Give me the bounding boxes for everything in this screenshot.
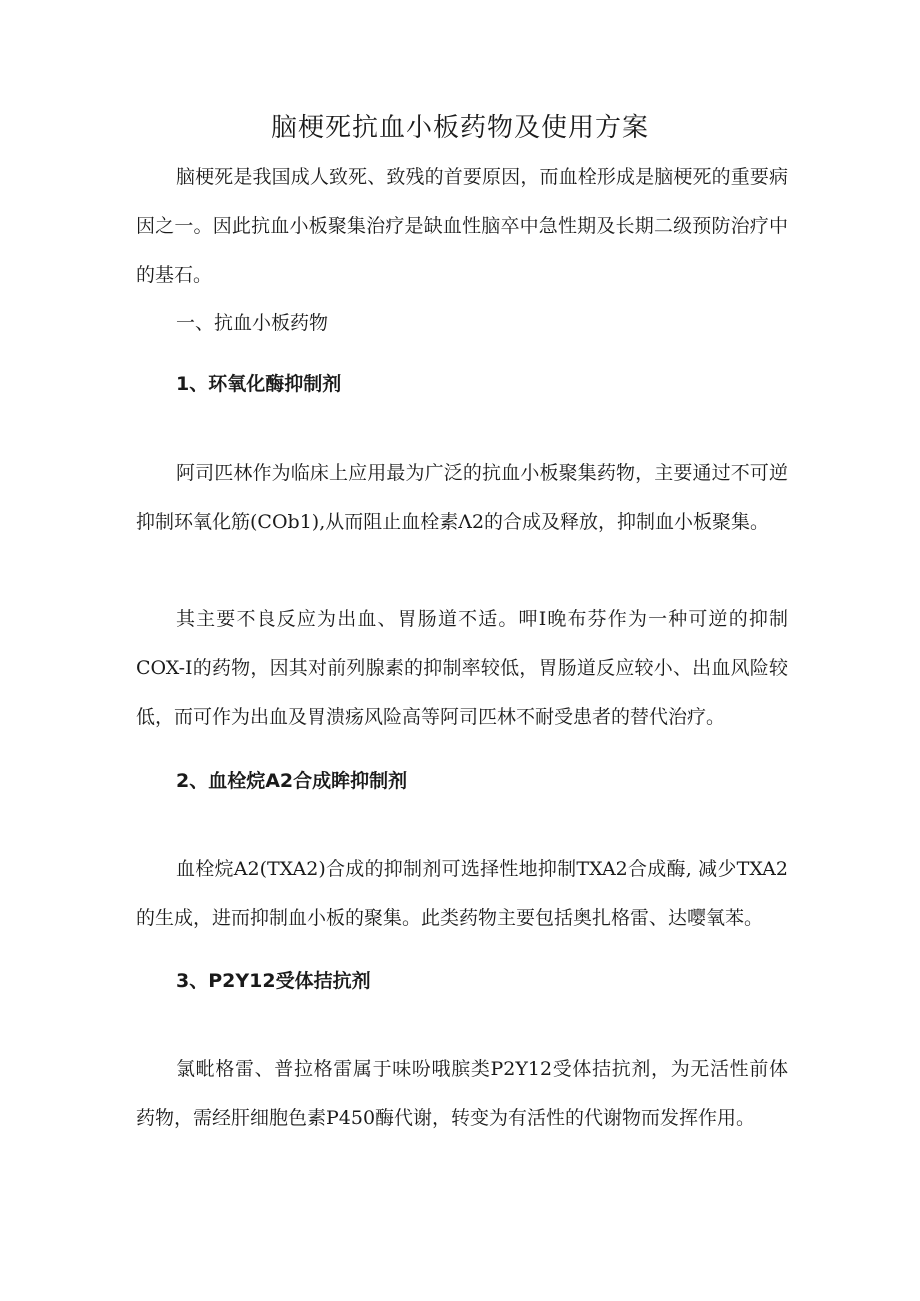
subheading-txa2-inhibitors: 2、血栓烷A2合成眸抑制剂 [176, 770, 408, 792]
side-effects-paragraph: 其主要不良反应为出血、胃肠道不适。呷I晚布芬作为一种可逆的抑制COX-I的药物，因其对前列腺素的抑制率较低，胃肠道反应较小、出血风险较低，而可作为出血及胃溃疡风险高等阿司匹林不耐受患者的替代治疗。 [136, 608, 788, 728]
aspirin-paragraph: 阿司匹林作为临床上应用最为广泛的抗血小板聚集药物，主要通过不可逆抑制环氧化筋(COb1),从而阻止血栓素Λ2的合成及释放，抑制血小板聚集。 [136, 462, 788, 533]
p2y12-paragraph: 氯毗格雷、普拉格雷属于味吩哦膑类P2Y12受体拮抗剂，为无活性前体药物，需经肝细胞色素P450酶代谢，转变为有活性的代谢物而发挥作用。 [136, 1058, 788, 1129]
subheading-p2y12-antagonists: 3、P2Y12受体拮抗剂 [176, 970, 371, 992]
intro-paragraph: 脑梗死是我国成人致死、致残的首要原因，而血栓形成是脑梗死的重要病因之一。因此抗血小板聚集治疗是缺血性脑卒中急性期及长期二级预防治疗中的基石。 [136, 166, 788, 286]
subheading-cox-inhibitors: 1、环氧化酶抑制剂 [176, 373, 342, 395]
document-title: 脑梗死抗血小板药物及使用方案 [270, 113, 649, 143]
txa2-paragraph: 血栓烷A2(TXA2)合成的抑制剂可选择性地抑制TXA2合成酶, 减少TXA2的生成，进而抑制血小板的聚集。此类药物主要包括奥扎格雷、达嘤氧苯。 [136, 858, 788, 929]
section-heading-antiplatelet-drugs: 一、抗血小板药物 [176, 312, 329, 334]
